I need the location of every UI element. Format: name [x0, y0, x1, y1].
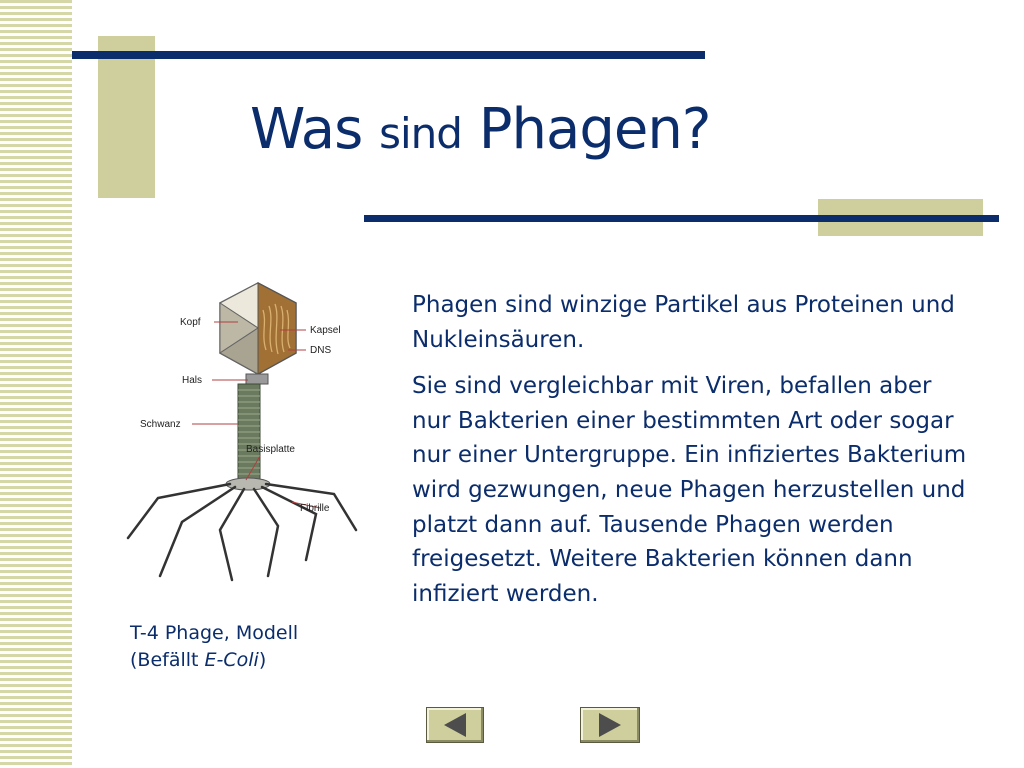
label-basisplatte: Basisplatte: [246, 444, 295, 455]
caption-line-1: T-4 Phage, Modell: [130, 622, 299, 644]
slide-title: [250, 92, 711, 172]
decor-block-left: [98, 36, 155, 198]
phage-tail: [238, 384, 260, 480]
previous-slide-button[interactable]: [426, 707, 484, 743]
next-slide-button[interactable]: [580, 707, 640, 743]
figure-caption: [130, 620, 360, 674]
paragraph-1: Phagen sind winzige Partikel aus Proteinen und Nukleinsäuren.: [412, 292, 955, 353]
caption-suffix: ): [258, 649, 267, 671]
phage-illustration: [120, 280, 360, 585]
caption-prefix: (Befällt: [130, 649, 205, 671]
label-fibrille: Fibrille: [300, 503, 330, 514]
phage-head: [220, 283, 296, 374]
label-dns: DNS: [310, 345, 332, 356]
triangle-right-icon: [599, 713, 621, 737]
slide-body: [412, 288, 972, 611]
paragraph-2: Sie sind vergleichbar mit Viren, befallen aber nur Bakterien einer bestimmten Art oder sogar nur einer Untergruppe. Ein infiziertes Bakterium wird gezwungen, neue Phagen herzustellen und platzt dann auf. Tausende Phagen werden freigesetzt. Weitere Bakterien können dann infiziert werden.: [412, 373, 967, 607]
title-part-1: Was: [250, 97, 380, 162]
triangle-left-icon: [444, 713, 466, 737]
label-schwanz: Schwanz: [140, 419, 181, 430]
label-hals: Hals: [182, 375, 203, 386]
phage-diagram: [120, 280, 360, 585]
title-part-2: sind: [379, 109, 462, 158]
phage-fibres: [128, 484, 356, 580]
caption-line-2: [130, 647, 360, 674]
label-kapsel: Kapsel: [310, 325, 341, 336]
phage-neck: [246, 374, 268, 384]
decorative-stripes: [0, 0, 72, 768]
title-rule-bottom: [364, 215, 999, 222]
label-kopf: Kopf: [180, 317, 201, 328]
title-rule-top: [72, 51, 705, 59]
title-part-3: Phagen?: [461, 97, 711, 162]
caption-species: E-Coli: [204, 649, 259, 671]
